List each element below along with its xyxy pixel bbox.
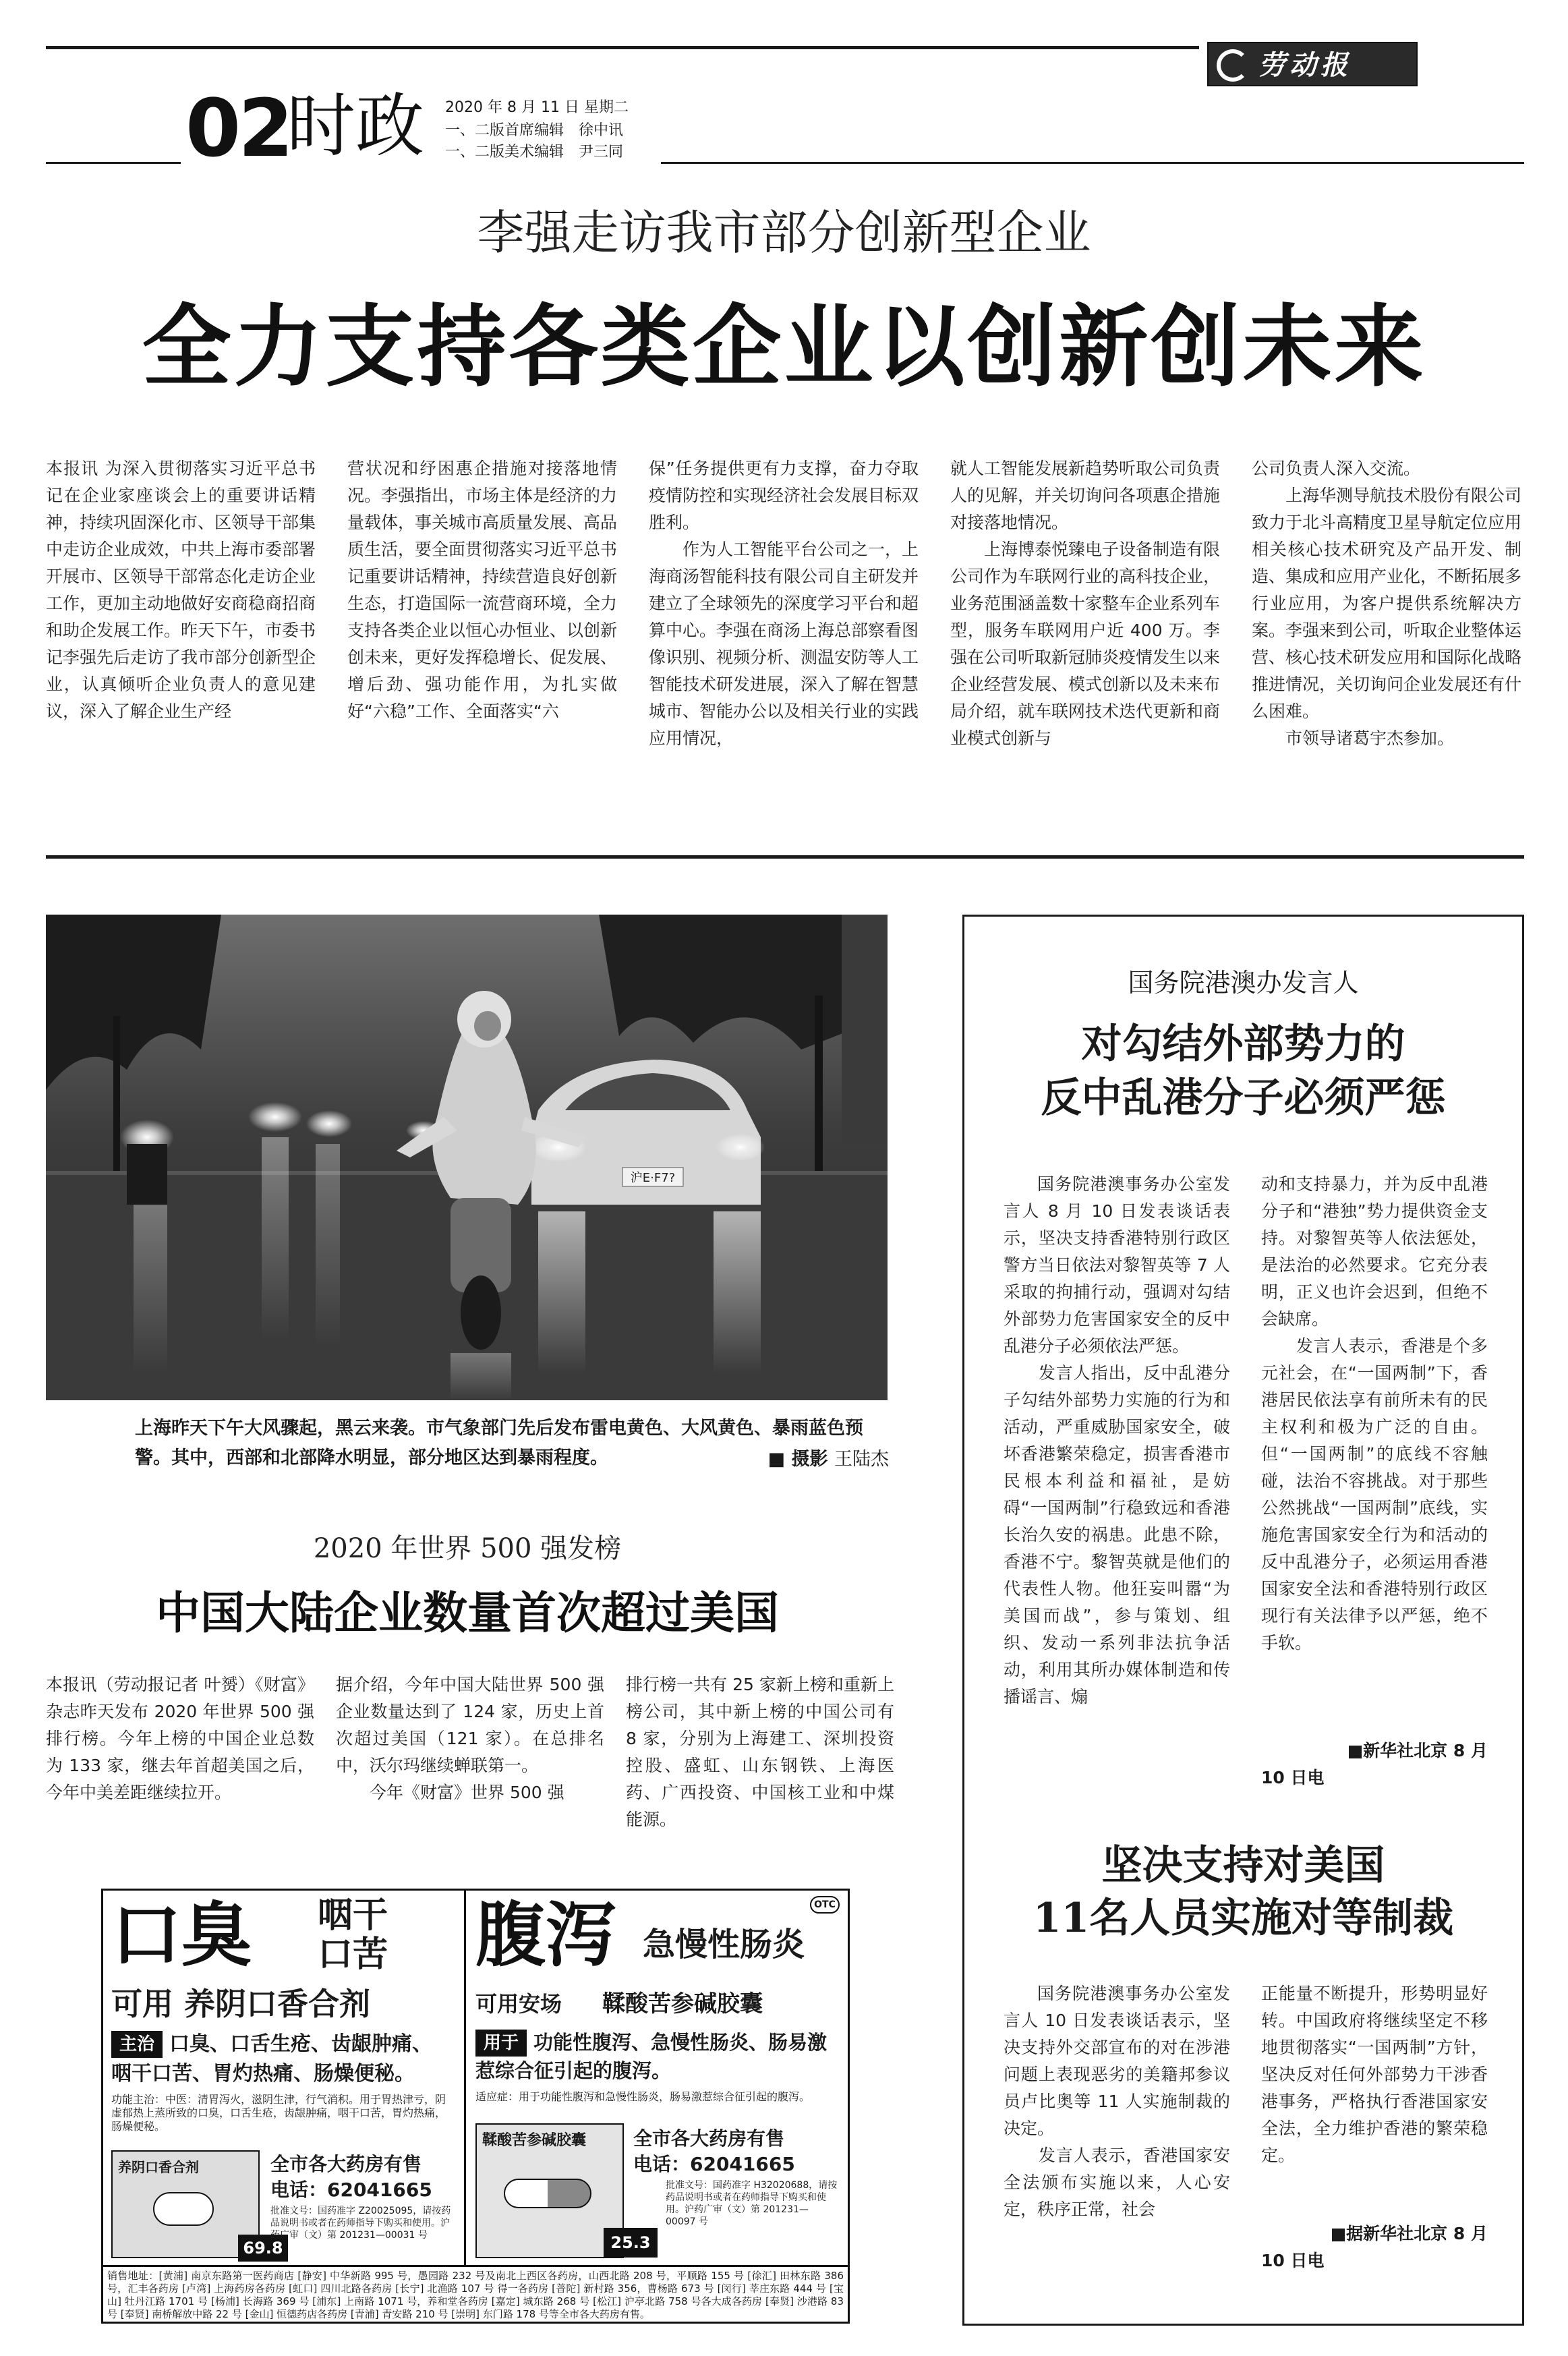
- hk2-dateline-2: 10 日电: [1261, 2251, 1325, 2270]
- fortune-kicker: 2020 年世界 500 强发榜: [313, 1533, 622, 1564]
- ad-right-use-label: 用于: [475, 2030, 527, 2057]
- ad-right-phone: 电话：62041665: [633, 2153, 795, 2175]
- ad-right-product-name: 鞣酸苦参碱胶囊: [602, 1990, 763, 2017]
- ad-right-uses: 功能性腹泻、急慢性肠炎、肠易激惹综合征引起的腹泻。: [475, 2031, 827, 2082]
- ad-left-indications: 口臭、口舌生疮、齿龈肿痛、咽干口苦、胃灼热痛、肠燥便秘。: [111, 2032, 432, 2086]
- news-photo: [46, 915, 888, 1400]
- ad-left-price: 69.8: [238, 2235, 288, 2262]
- ad-left-function: 功能主治：中医：清胃泻火，滋阴生津，行气消积。用于胃热津亏，阴虚郁热上蒸所致的口臭，口舌生疮，齿龈肿痛，咽干口苦，胃灼热痛，肠燥便秘。: [111, 2093, 446, 2133]
- hk1-dateline-2: 10 日电: [1261, 1768, 1325, 1787]
- ad-left-phone: 电话：62041665: [270, 2179, 432, 2201]
- ad-left-product: 可用 养阴口香合剂: [111, 1986, 371, 2022]
- newspaper-name: 劳动报: [1258, 49, 1352, 81]
- photo-caption: 上海昨天下午大风骤起，黑云来袭。市气象部门先后发布雷电黄色、大风黄色、暴雨蓝色预警。其中，西部和北部降水明显，部分地区达到暴雨程度。: [135, 1418, 863, 1468]
- ad-bottom-divider: [103, 2265, 848, 2267]
- masthead-bottom-rule-right: [661, 162, 1524, 164]
- section-divider: [46, 855, 1524, 859]
- capsule-icon: [504, 2179, 591, 2208]
- fortune-column-3: 排行榜一共有 25 家新上榜和重新上榜公司，其中新上榜的中国公司有 8 家，分别为上海建工、深圳投资控股、盛虹、山东钢铁、上海医药、广西投资、中国核工业和中煤能源。: [626, 1675, 894, 1829]
- ad-otc-badge: OTC: [810, 1896, 840, 1914]
- ad-right-approval: 批准文号：国药准字 H32020688，请按药品说明书或者在药师指导下购买和使用。沪药广审（文）第 201231—00097 号: [666, 2180, 838, 2227]
- car-plate: 沪E·F7?: [630, 1171, 676, 1185]
- scooter-wheel: [461, 1275, 501, 1350]
- lead-column-3: 保”任务提供更有力支撑，奋力夺取疫情防控和实现经济社会发展目标双胜利。 作为人工智能平台公司之一，上海商汤智能科技有限公司自主研发并建立了全球领先的深度学习平台和超算中心。李强在商汤上海总部察看图像识别、视频分析、测温安防等人工智能技术研发进展，深入了解在智慧城市、智能办公以及相关行业的实践应用情况，: [649, 459, 919, 748]
- fortune-headline: 中国大陆企业数量首次超过美国: [156, 1586, 779, 1639]
- hk1-headline-line-2: 反中乱港分子必须严惩: [1041, 1074, 1446, 1122]
- fortune-column-1: 本报讯（劳动报记者 叶赟）《财富》杂志昨天发布 2020 年世界 500 强排行榜。今年上榜的中国企业总数为 133 家，继去年首超美国之后，今年中美差距继续拉开。: [46, 1675, 314, 1802]
- fortune-column-2: 据介绍，今年中国大陆世界 500 强企业数量达到了 124 家，历史上首次超过美国（121 家）。在总排名中，沃尔玛继续蝉联第一。 今年《财富》世界 500 强: [336, 1675, 604, 1802]
- hk1-column-right: 动和支持暴力，并为反中乱港分子和“港独”势力提供资金支持。对黎智英等人依法惩处，是法治的必然要求。它充分表明，正义也许会迟到，但绝不会缺席。 发言人表示，香港是个多元社会，在“一国两制”下，香港居民依法享有前所未有的民主权利和极为广泛的自由。但“一国两制”的底线不容触碰，法治不容挑战。对于那些公然挑战“一国两制”底线，实施危害国家安全行为和活动的反中乱港分子，必须运用香港国家安全法和香港特别行政区现行有关法律予以严惩，绝不手软。: [1261, 1174, 1488, 1653]
- hk1-dateline-1: ■新华社北京 8 月: [1347, 1741, 1488, 1760]
- rainy-street-photo: [46, 915, 888, 1400]
- hk2-dateline-1: ■据新华社北京 8 月: [1330, 2224, 1488, 2243]
- masthead-editor-1: 一、二版首席编辑 徐中讯: [445, 122, 624, 139]
- hk1-column-left: 国务院港澳事务办公室发言人 8 月 10 日发表谈话表示，坚决支持香港特别行政区警方当日依法对黎智英等 7 人采取的拘捕行动，强调对勾结外部势力危害国家安全的反中乱港分子必须依法严惩。 发言人指出，反中乱港分子勾结外部势力实施的行为和活动，严重威胁国家安全，破坏香港繁荣稳定，损害香港市民根本利益和福祉，是妨碍“一国两制”行稳致远和香港长治久安的祸患。此患不除，香港不宁。黎智英就是他们的代表性人物。他狂妄叫嚣“为美国而战”，参与策划、组织、发动一系列非法抗争活动，利用其所办媒体制造和传播谣言、煽: [1004, 1174, 1230, 1706]
- pill-icon: [153, 2192, 214, 2226]
- ad-right-price: 25.3: [604, 2228, 658, 2258]
- logo-mark-icon: [1217, 49, 1249, 82]
- ad-right-applicable: 适应症：用于功能性腹泻和急慢性肠炎，肠易激惹综合征引起的腹泻。: [475, 2090, 811, 2103]
- lead-headline: 全力支持各类企业以创新创未来: [142, 295, 1426, 399]
- ad-left-indication-label: 主治: [111, 2031, 163, 2058]
- hk2-column-left: 国务院港澳事务办公室发言人 10 日发表谈话表示，坚决支持外交部宣布的对在涉港问题上表现恶劣的美籍邦参议员卢比奥等 11 人实施制裁的决定。 发言人表示，香港国家安全法颁布实施以来，人心安定，秩序正常，社会: [1004, 1984, 1230, 2219]
- ad-left-package: [111, 2150, 260, 2258]
- ad-left-sales: 全市各大药房有售: [270, 2153, 422, 2175]
- lead-column-5: 公司负责人深入交流。 上海华测导航技术股份有限公司致力于北斗高精度卫星导航定位应用相关核心技术研究及产品开发、制造、集成和应用产业化，不断拓展多行业应用，为客户提供系统解决方案。李强来到公司，听取企业整体运营、核心技术研发应用和国际化战略推进情况，关切询问企业发展还有什么困难。 市领导诸葛宇杰参加。: [1252, 459, 1522, 748]
- medicine-advertisement: [101, 1889, 850, 2324]
- photo-credit: [741, 1445, 889, 1474]
- ad-right-title: 腹泻: [475, 1894, 616, 1976]
- lead-kicker: 李强走访我市部分创新型企业: [477, 205, 1091, 260]
- masthead-bottom-rule: [46, 162, 181, 164]
- ad-left-subtitle-2: 口苦: [318, 1934, 388, 1975]
- section-name: 时政: [287, 86, 424, 167]
- masthead-top-rule: [46, 46, 1199, 49]
- ad-left-subtitle-1: 咽干: [318, 1895, 388, 1936]
- hk1-headline-line-1: 对勾结外部势力的: [1081, 1021, 1405, 1068]
- photo-credit-label: ■ 摄影: [767, 1449, 828, 1470]
- lead-column-4: 就人工智能发展新趋势听取公司负责人的见解，并关切询问各项惠企措施对接落地情况。 上海博泰悦臻电子设备制造有限公司作为车联网行业的高科技企业，业务范围涵盖数十家整车企业系列车型，服务车联网用户近 400 万。李强在公司听取新冠肺炎疫情发生以来企业经营发展、模式创新以及未来布局介绍，就车联网技术迭代更新和商业模式创新与: [950, 459, 1221, 748]
- ad-right-package-label: 鞣酸苦参碱胶囊: [482, 2132, 587, 2149]
- hk2-headline-line-2: 11名人员实施对等制裁: [1033, 1895, 1454, 1942]
- ad-right-package: [475, 2123, 624, 2258]
- ad-left-title: 口臭: [111, 1894, 252, 1976]
- hk2-column-right: 正能量不断提升，形势明显好转。中国政府将继续坚定不移地贯彻落实“一国两制”方针，坚决反对任何外部势力干涉香港事务，严格执行香港国家安全法，全力维护香港的繁荣稳定。: [1261, 1984, 1488, 2165]
- ad-left-package-label: 养阴口香合剂: [118, 2159, 199, 2175]
- hk2-headline-line-1: 坚决支持对美国: [1101, 1842, 1385, 1889]
- newspaper-logo: [1207, 42, 1418, 86]
- ad-center-divider: [464, 1891, 466, 2265]
- photographer: 王陆杰: [834, 1449, 889, 1470]
- lead-column-1: 本报讯 为深入贯彻落实习近平总书记在企业家座谈会上的重要讲话精神，持续巩固深化市、区领导干部集中走访企业成效，中共上海市委部署开展市、区领导干部常态化走访企业工作，更加主动地做好安商稳商招商和助企发展工作。昨天下午，市委书记李强先后走访了我市部分创新型企业，认真倾听企业负责人的意见建议，深入了解企业生产经: [46, 459, 316, 721]
- masthead-editor-2: 一、二版美术编辑 尹三同: [445, 144, 624, 161]
- ad-right-product-prefix: 可用安场: [475, 1991, 562, 2017]
- ad-store-list: 销售地址：[黄浦] 南京东路第一医药商店 [静安] 中华新路 995 号，愚园路 232 号及南北上西区各药房，山西北路 208 号，平顺路 155 号 [徐汇] 田林东路 386 号，汇丰各药房 [卢湾] 上海药房各药房 [虹口] 四川北路各药房 [长宁] 北渔路 107 号 得一各药房 [普陀] 新村路 356，曹杨路 673 号 [闵行] 莘庄东路 444 号 [宝山] 牡丹江路 1701 号 [杨浦] 长海路 369 号 [浦东] 上南路 1071 号，养和堂各药房 [嘉定] 城东路 268 号 [松江] 沪亭北路 758 号各大成各药房 [奉贤] 沙港路 83 号 [奉贤] 南桥解放中路 22 号 [金山] 恒德药店各药房 [青浦] 青安路 210 号 [崇明] 东门路 178 号等全市各大药房有售。: [107, 2270, 844, 2320]
- page-number: 02: [185, 82, 291, 175]
- masthead-date: 2020 年 8 月 11 日 星期二: [445, 99, 629, 116]
- ad-right-subtitle: 急慢性肠炎: [643, 1926, 805, 1963]
- ad-right-sales: 全市各大药房有售: [633, 2127, 785, 2150]
- lead-column-2: 营状况和纾困惠企措施对接落地情况。李强指出，市场主体是经济的力量载体，事关城市高质量发展、高品质生活，要全面贯彻落实习近平总书记重要讲话精神，持续营造良好创新生态，打造国际一流营商环境，全力支持各类企业以恒心办恒业、以创新创未来，更好发挥稳增长、促发展、增后劲、强功能作用，为扎实做好“六稳”工作、全面落实“六: [347, 459, 618, 721]
- hk1-kicker: 国务院港澳办发言人: [1128, 968, 1359, 998]
- ad-left-approval: 批准文号：国药准字 Z20025095，请按药品说明书或者在药师指导下购买和使用。沪药广审（文）第 201231—00031 号: [270, 2206, 451, 2241]
